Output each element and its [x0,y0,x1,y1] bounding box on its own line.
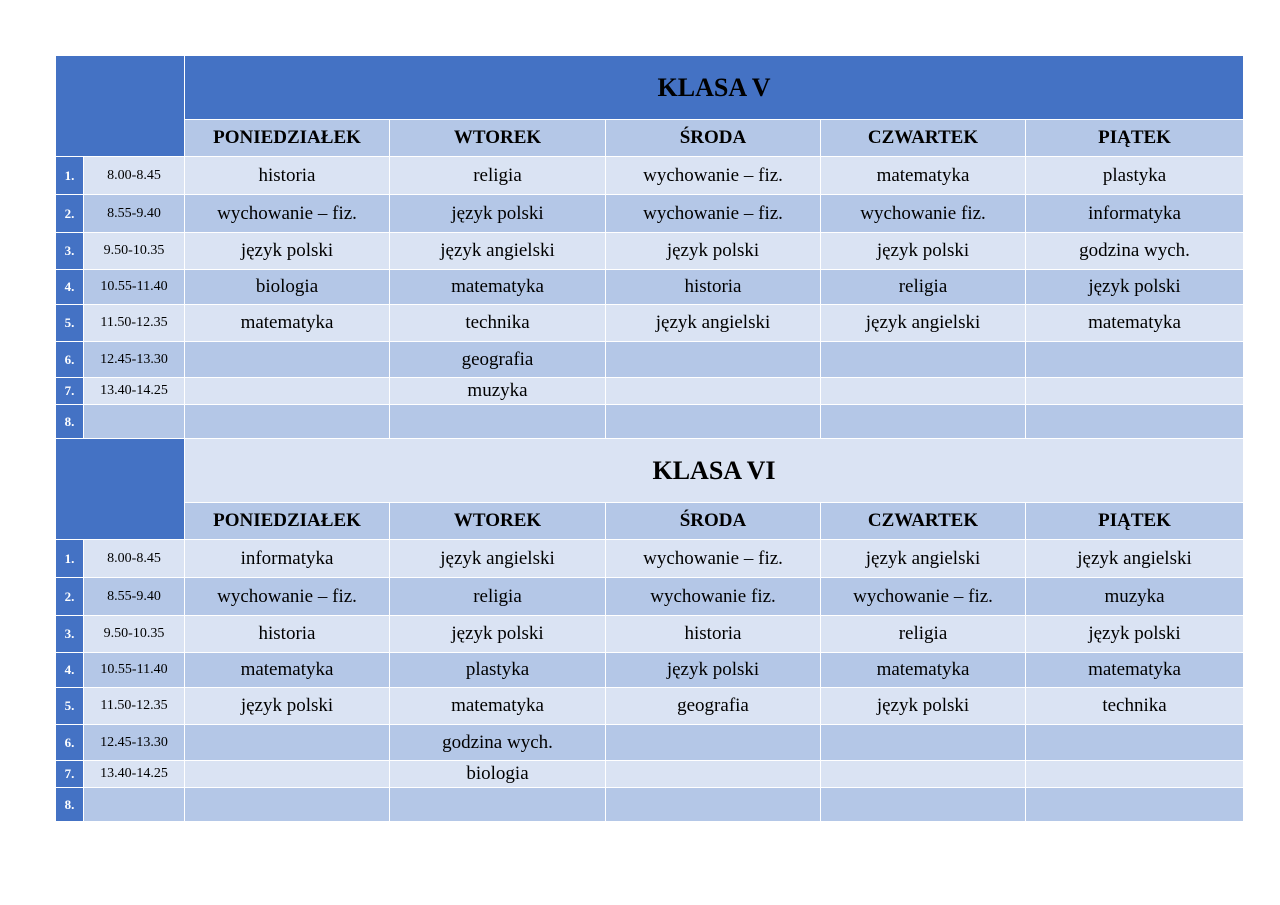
class-title: KLASA V [185,56,1244,120]
subject-cell [185,405,390,439]
header-corner [56,439,185,540]
lesson-number: 7. [56,378,84,405]
lesson-number: 1. [56,540,84,578]
subject-cell [1026,788,1244,822]
lesson-number: 5. [56,688,84,725]
subject-cell: plastyka [1026,157,1244,195]
subject-cell [1026,761,1244,788]
lesson-time: 10.55-11.40 [84,653,185,688]
subject-cell: wychowanie fiz. [821,195,1026,233]
subject-cell: matematyka [821,653,1026,688]
subject-cell: matematyka [390,270,606,305]
subject-cell [185,788,390,822]
subject-cell [1026,342,1244,378]
subject-cell [821,405,1026,439]
lesson-row [56,405,1244,439]
day-header: ŚRODA [606,120,821,157]
subject-cell [1026,378,1244,405]
subject-cell [821,788,1026,822]
subject-cell [606,378,821,405]
subject-cell: język polski [606,653,821,688]
subject-cell [390,788,606,822]
subject-cell: język polski [1026,270,1244,305]
subject-cell [606,405,821,439]
subject-cell: wychowanie fiz. [606,578,821,616]
lesson-time: 11.50-12.35 [84,688,185,725]
subject-cell [606,761,821,788]
lesson-row [56,305,1244,342]
subject-cell: wychowanie – fiz. [606,195,821,233]
lesson-number: 2. [56,578,84,616]
subject-cell: matematyka [1026,305,1244,342]
subject-cell: język polski [821,688,1026,725]
subject-cell: język angielski [390,540,606,578]
subject-cell: religia [821,616,1026,653]
class-title-row [56,56,1244,120]
lesson-row [56,540,1244,578]
subject-cell: historia [185,157,390,195]
subject-cell [185,761,390,788]
subject-cell: plastyka [390,653,606,688]
lesson-number: 7. [56,761,84,788]
lesson-time: 10.55-11.40 [84,270,185,305]
subject-cell: biologia [185,270,390,305]
lesson-time: 9.50-10.35 [84,233,185,270]
subject-cell: język angielski [821,540,1026,578]
class-title: KLASA VI [185,439,1244,503]
subject-cell: religia [390,157,606,195]
day-header: PONIEDZIAŁEK [185,503,390,540]
subject-cell: historia [185,616,390,653]
subject-cell: informatyka [185,540,390,578]
subject-cell: wychowanie – fiz. [821,578,1026,616]
lesson-row [56,761,1244,788]
lesson-number: 6. [56,342,84,378]
subject-cell: wychowanie – fiz. [185,195,390,233]
subject-cell [821,378,1026,405]
lesson-number: 2. [56,195,84,233]
subject-cell [185,725,390,761]
subject-cell: język polski [185,688,390,725]
lesson-row [56,725,1244,761]
subject-cell: język polski [821,233,1026,270]
subject-cell [1026,725,1244,761]
lesson-time: 8.55-9.40 [84,195,185,233]
subject-cell: język polski [606,233,821,270]
subject-cell: matematyka [390,688,606,725]
lesson-row [56,342,1244,378]
lesson-time: 11.50-12.35 [84,305,185,342]
subject-cell [606,725,821,761]
lesson-time: 8.00-8.45 [84,157,185,195]
day-header: PIĄTEK [1026,120,1244,157]
subject-cell [821,725,1026,761]
day-header: WTOREK [390,503,606,540]
subject-cell: matematyka [185,305,390,342]
subject-cell [185,378,390,405]
subject-cell [390,405,606,439]
subject-cell [185,342,390,378]
subject-cell: wychowanie – fiz. [606,540,821,578]
subject-cell [606,788,821,822]
subject-cell: język angielski [1026,540,1244,578]
day-header: PIĄTEK [1026,503,1244,540]
lesson-time: 8.55-9.40 [84,578,185,616]
subject-cell: muzyka [1026,578,1244,616]
subject-cell: technika [1026,688,1244,725]
subject-cell: godzina wych. [390,725,606,761]
subject-cell: język polski [390,195,606,233]
subject-cell: religia [390,578,606,616]
lesson-row [56,233,1244,270]
lesson-time [84,788,185,822]
lesson-row [56,688,1244,725]
day-header: PONIEDZIAŁEK [185,120,390,157]
header-corner [56,56,185,157]
day-header-row [56,120,1244,157]
day-header: CZWARTEK [821,503,1026,540]
subject-cell: język polski [1026,616,1244,653]
day-header: CZWARTEK [821,120,1026,157]
subject-cell: muzyka [390,378,606,405]
day-header-row [56,503,1244,540]
lesson-number: 1. [56,157,84,195]
subject-cell: matematyka [821,157,1026,195]
lesson-row [56,157,1244,195]
lesson-row [56,378,1244,405]
class-title-row [56,439,1244,503]
subject-cell: matematyka [1026,653,1244,688]
lesson-row [56,578,1244,616]
subject-cell: technika [390,305,606,342]
subject-cell [821,342,1026,378]
lesson-time: 12.45-13.30 [84,725,185,761]
subject-cell [1026,405,1244,439]
subject-cell: historia [606,270,821,305]
lesson-number: 8. [56,788,84,822]
subject-cell: język angielski [821,305,1026,342]
subject-cell: wychowanie – fiz. [606,157,821,195]
lesson-time: 13.40-14.25 [84,378,185,405]
lesson-number: 6. [56,725,84,761]
lesson-number: 3. [56,233,84,270]
day-header: ŚRODA [606,503,821,540]
subject-cell: informatyka [1026,195,1244,233]
lesson-time: 13.40-14.25 [84,761,185,788]
subject-cell: język angielski [606,305,821,342]
subject-cell: geografia [390,342,606,378]
subject-cell: język polski [185,233,390,270]
subject-cell: matematyka [185,653,390,688]
lesson-number: 4. [56,653,84,688]
lesson-number: 4. [56,270,84,305]
subject-cell: biologia [390,761,606,788]
subject-cell: wychowanie – fiz. [185,578,390,616]
lesson-row [56,616,1244,653]
subject-cell: język angielski [390,233,606,270]
subject-cell: język polski [390,616,606,653]
subject-cell: historia [606,616,821,653]
lesson-time: 9.50-10.35 [84,616,185,653]
lesson-time: 12.45-13.30 [84,342,185,378]
lesson-time [84,405,185,439]
lesson-number: 3. [56,616,84,653]
subject-cell: religia [821,270,1026,305]
subject-cell [606,342,821,378]
lesson-row [56,195,1244,233]
lesson-number: 8. [56,405,84,439]
lesson-row [56,270,1244,305]
lesson-row [56,653,1244,688]
lesson-number: 5. [56,305,84,342]
subject-cell [821,761,1026,788]
timetable [55,55,1244,822]
subject-cell: geografia [606,688,821,725]
lesson-time: 8.00-8.45 [84,540,185,578]
day-header: WTOREK [390,120,606,157]
subject-cell: godzina wych. [1026,233,1244,270]
lesson-row [56,788,1244,822]
